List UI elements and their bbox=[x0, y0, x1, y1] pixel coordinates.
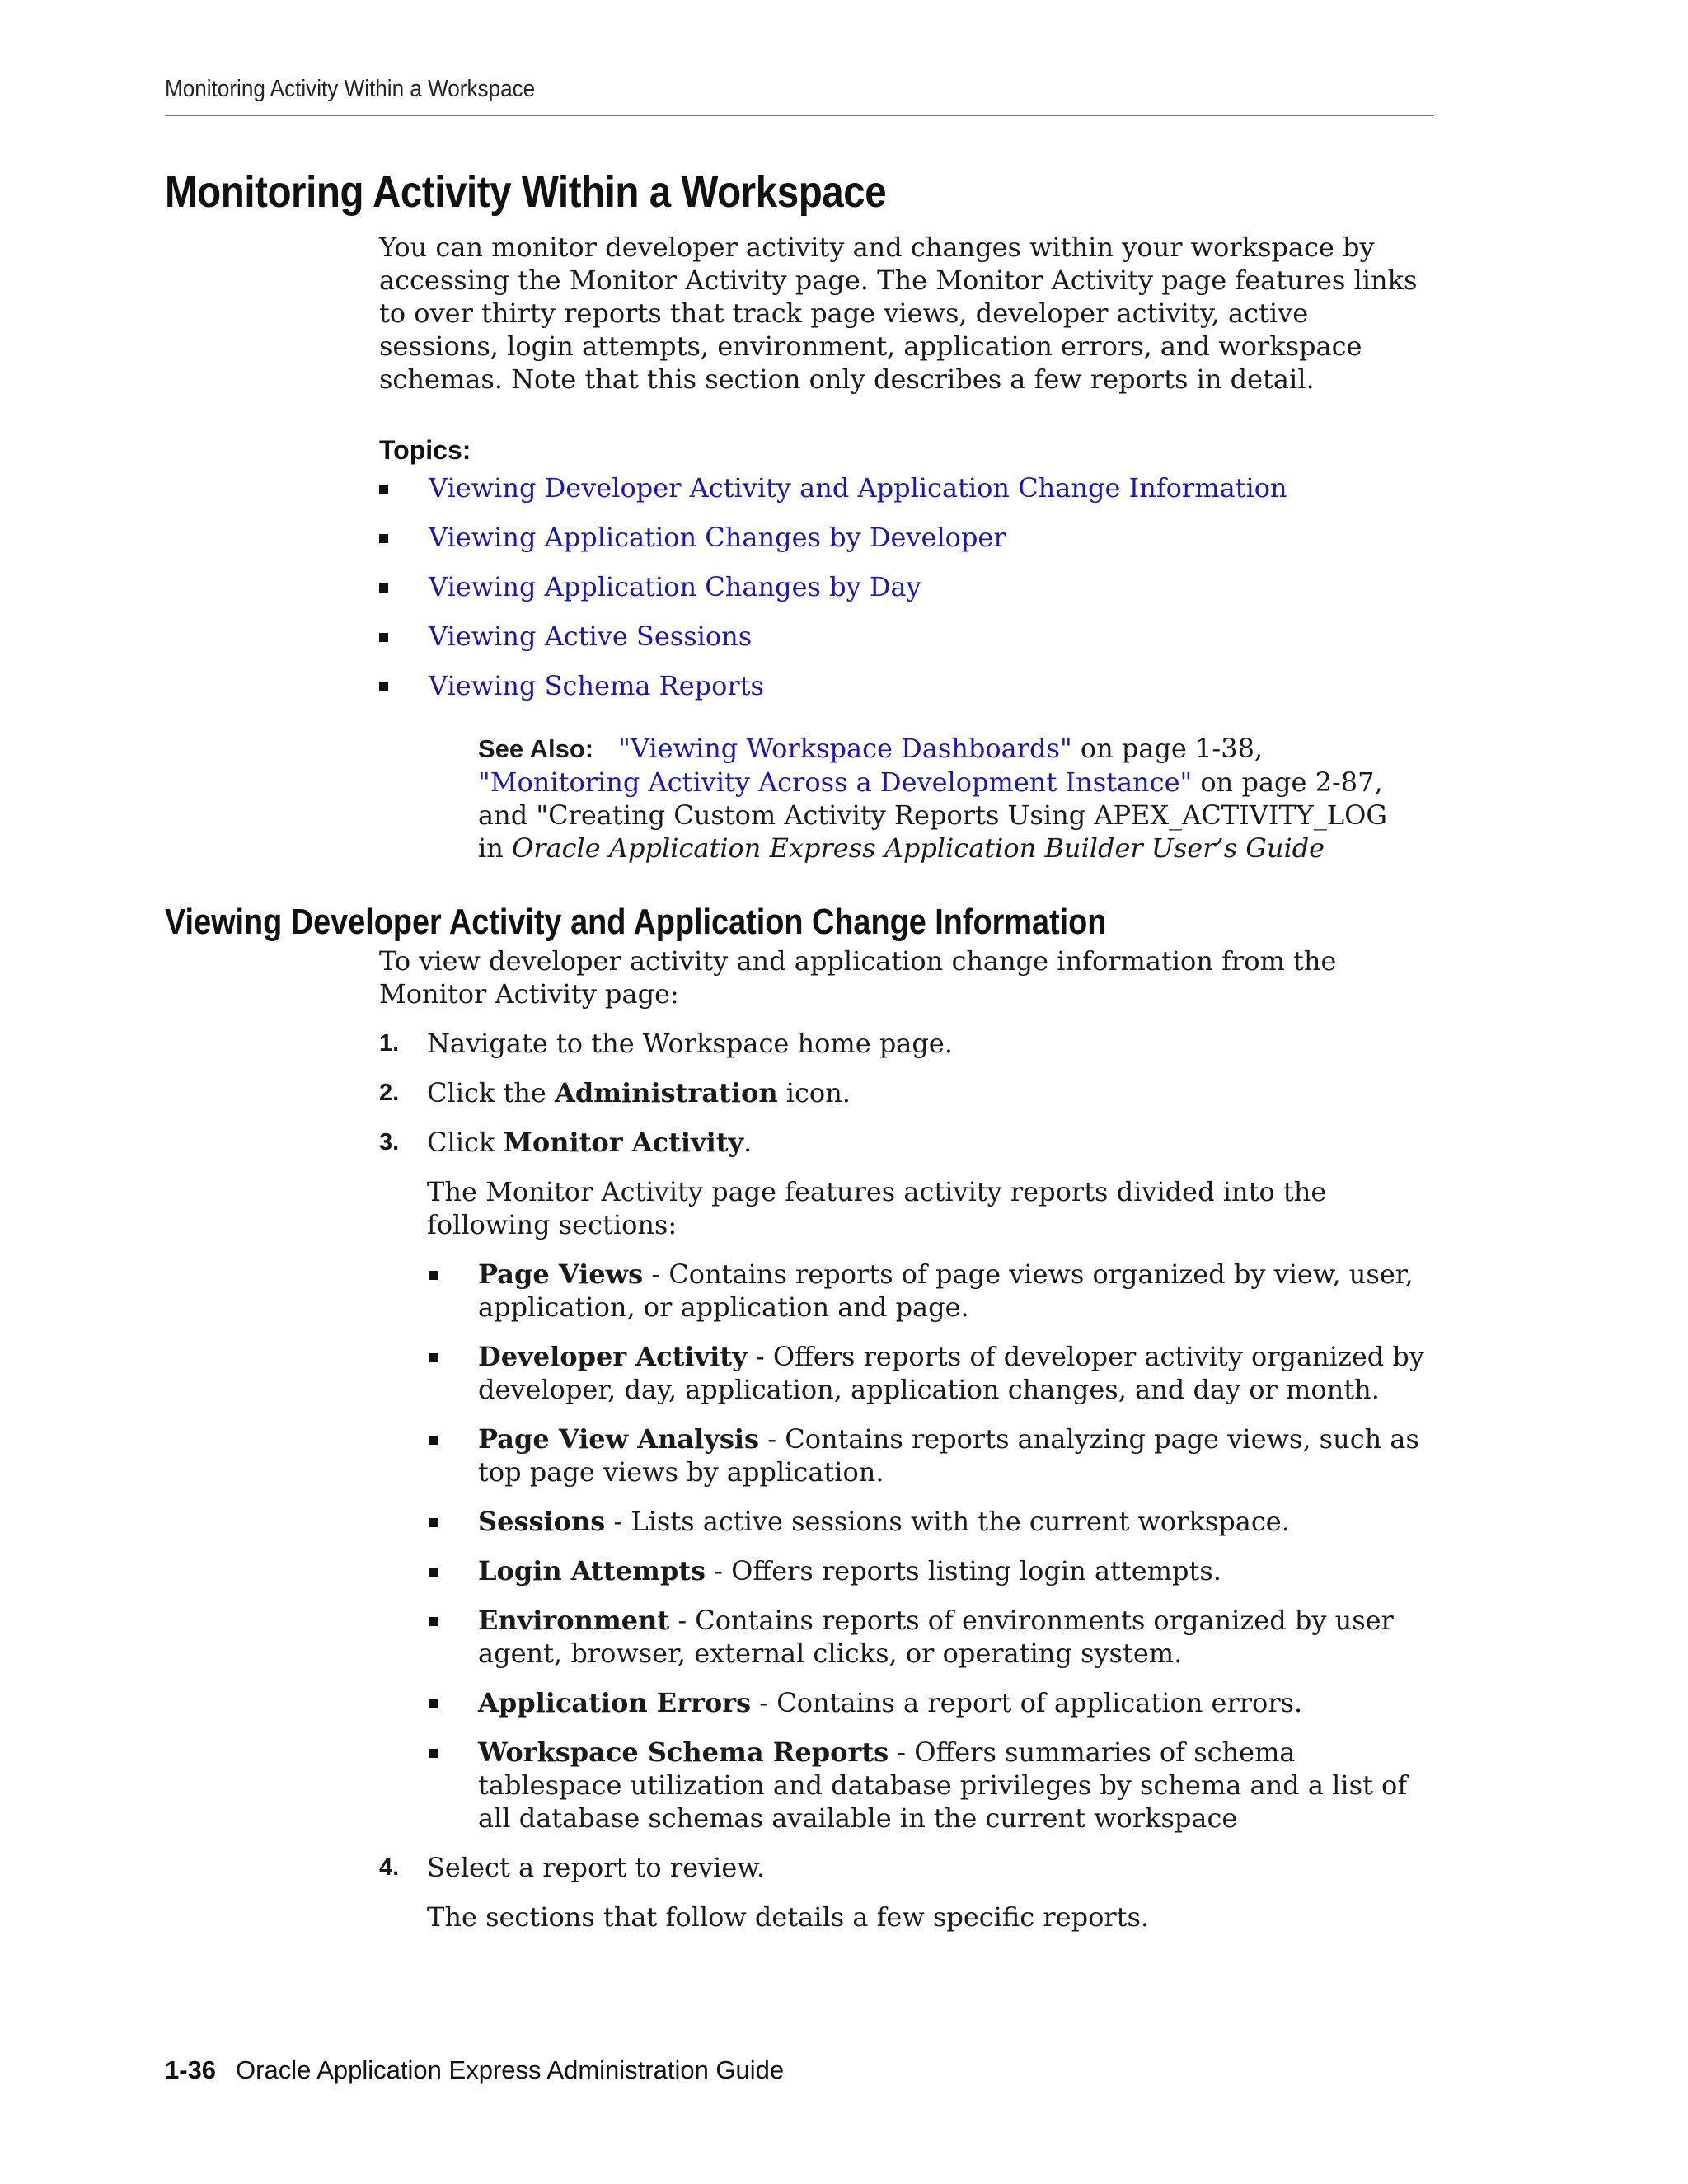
bullet-square-icon bbox=[379, 534, 388, 543]
bullet-square-icon bbox=[379, 485, 388, 494]
report-section-desc: - Offers summaries of schema tablespace utilization and database privileges by schema and a list of all database schemas available in the current workspace bbox=[478, 1736, 1408, 1834]
bullet-square-icon bbox=[429, 1568, 438, 1577]
report-section-desc: - Offers reports of developer activity organized by developer, day, application, application changes, and day or month. bbox=[478, 1341, 1424, 1405]
report-section-desc: - Lists active sessions with the current workspace. bbox=[605, 1506, 1290, 1537]
report-section-desc: - Contains a report of application errors. bbox=[751, 1687, 1303, 1718]
report-section-desc: - Contains reports of environments organized by user agent, browser, external clicks, or operating system. bbox=[478, 1605, 1394, 1669]
step-text-part: icon. bbox=[777, 1077, 851, 1108]
see-also-text: in bbox=[478, 832, 513, 864]
report-section-text bbox=[478, 1422, 1434, 1488]
bullet-square-icon bbox=[429, 1518, 438, 1527]
topic-link-developer-activity[interactable]: Viewing Developer Activity and Application Change Information bbox=[429, 472, 1287, 504]
step-text-part: Select a report to review. bbox=[427, 1852, 766, 1883]
see-also-link-development-instance[interactable]: "Monitoring Activity Across a Development Instance" bbox=[478, 766, 1193, 798]
report-section-desc: - Offers reports listing login attempts. bbox=[706, 1555, 1221, 1586]
report-section-desc: - Contains reports analyzing page views, such as top page views by application. bbox=[478, 1423, 1419, 1488]
see-also-link-dashboards[interactable]: "Viewing Workspace Dashboards" bbox=[618, 733, 1072, 764]
topic-link-schema-reports[interactable]: Viewing Schema Reports bbox=[429, 670, 764, 701]
bullet-square-icon bbox=[429, 1271, 438, 1280]
step-text bbox=[427, 1076, 1432, 1109]
footer-book-title: Oracle Application Express Administration Guide bbox=[236, 2055, 785, 2084]
report-section-text bbox=[478, 1258, 1434, 1324]
header-rule bbox=[165, 115, 1434, 116]
step-number: 3. bbox=[379, 1129, 400, 1155]
step-text-part: Click bbox=[427, 1127, 504, 1158]
see-also-text: and "Creating Custom Activity Reports Using APEX_ACTIVITY_LOG bbox=[478, 799, 1387, 831]
ui-term-administration: Administration bbox=[555, 1077, 778, 1108]
step4-description: The sections that follow details a few specific reports. bbox=[427, 1901, 1150, 1933]
bullet-square-icon bbox=[429, 1436, 438, 1445]
intro-paragraph: You can monitor developer activity and changes within your workspace by accessing the Monitor Activity page. The Monitor Activity page features links to over thirty reports that track page views, developer activity, active sessions, login attempts, environment, application errors, and workspace schemas. Note that this section only describes a few reports in detail. bbox=[379, 232, 1418, 395]
bullet-square-icon bbox=[379, 633, 388, 642]
page-footer bbox=[165, 2055, 784, 2085]
report-section-name: Page Views bbox=[478, 1258, 644, 1290]
bullet-square-icon bbox=[429, 1699, 438, 1708]
step-text bbox=[427, 1027, 1432, 1060]
see-also-text: on page 2-87, bbox=[1192, 766, 1383, 798]
step3-description: The Monitor Activity page features activity reports divided into the following sections: bbox=[427, 1176, 1327, 1240]
topic-link-active-sessions[interactable]: Viewing Active Sessions bbox=[429, 621, 753, 652]
report-section-name: Workspace Schema Reports bbox=[478, 1736, 889, 1768]
report-section-name: Page View Analysis bbox=[478, 1423, 760, 1455]
page-number: 1-36 bbox=[165, 2055, 217, 2084]
subsection-title: Viewing Developer Activity and Application Change Information bbox=[165, 902, 1107, 942]
see-also-label: See Also: bbox=[478, 734, 594, 763]
topic-link-changes-by-day[interactable]: Viewing Application Changes by Day bbox=[429, 571, 921, 602]
report-section-name: Developer Activity bbox=[478, 1341, 748, 1372]
step-text bbox=[427, 1851, 1432, 1884]
see-also-note bbox=[478, 732, 1451, 865]
step-number: 2. bbox=[379, 1080, 400, 1106]
report-section-text bbox=[478, 1340, 1434, 1406]
step-text-part: Navigate to the Workspace home page. bbox=[427, 1028, 953, 1059]
report-section-name: Application Errors bbox=[478, 1687, 752, 1718]
report-section-text bbox=[478, 1554, 1434, 1587]
report-section-name: Login Attempts bbox=[478, 1555, 706, 1586]
topics-label: Topics: bbox=[379, 435, 471, 465]
section-title: Monitoring Activity Within a Workspace bbox=[165, 167, 887, 217]
step-text-part: Click the bbox=[427, 1077, 556, 1108]
topic-link-changes-by-developer[interactable]: Viewing Application Changes by Developer bbox=[429, 522, 1006, 553]
step-text-part: . bbox=[743, 1127, 753, 1158]
report-section-text bbox=[478, 1686, 1434, 1719]
report-section-name: Sessions bbox=[478, 1506, 606, 1537]
bullet-square-icon bbox=[379, 583, 388, 593]
report-section-desc: - Contains reports of page views organized by view, user, application, or application and page. bbox=[478, 1258, 1414, 1323]
report-section-text bbox=[478, 1505, 1434, 1538]
bullet-square-icon bbox=[429, 1353, 438, 1362]
report-section-text bbox=[478, 1736, 1434, 1835]
step-text bbox=[427, 1126, 1432, 1159]
bullet-square-icon bbox=[379, 682, 388, 691]
step-number: 4. bbox=[379, 1854, 400, 1881]
subsection-intro: To view developer activity and application change information from the Monitor Activity page: bbox=[379, 945, 1337, 1010]
step-number: 1. bbox=[379, 1030, 400, 1057]
see-also-book-title: Oracle Application Express Application Builder User’s Guide bbox=[512, 832, 1325, 864]
bullet-square-icon bbox=[429, 1749, 438, 1758]
report-section-text bbox=[478, 1604, 1434, 1670]
see-also-text: on page 1-38, bbox=[1071, 733, 1264, 764]
report-section-name: Environment bbox=[478, 1605, 670, 1636]
ui-term-monitor-activity: Monitor Activity bbox=[503, 1127, 744, 1158]
running-header: Monitoring Activity Within a Workspace bbox=[165, 76, 536, 102]
bullet-square-icon bbox=[429, 1617, 438, 1626]
